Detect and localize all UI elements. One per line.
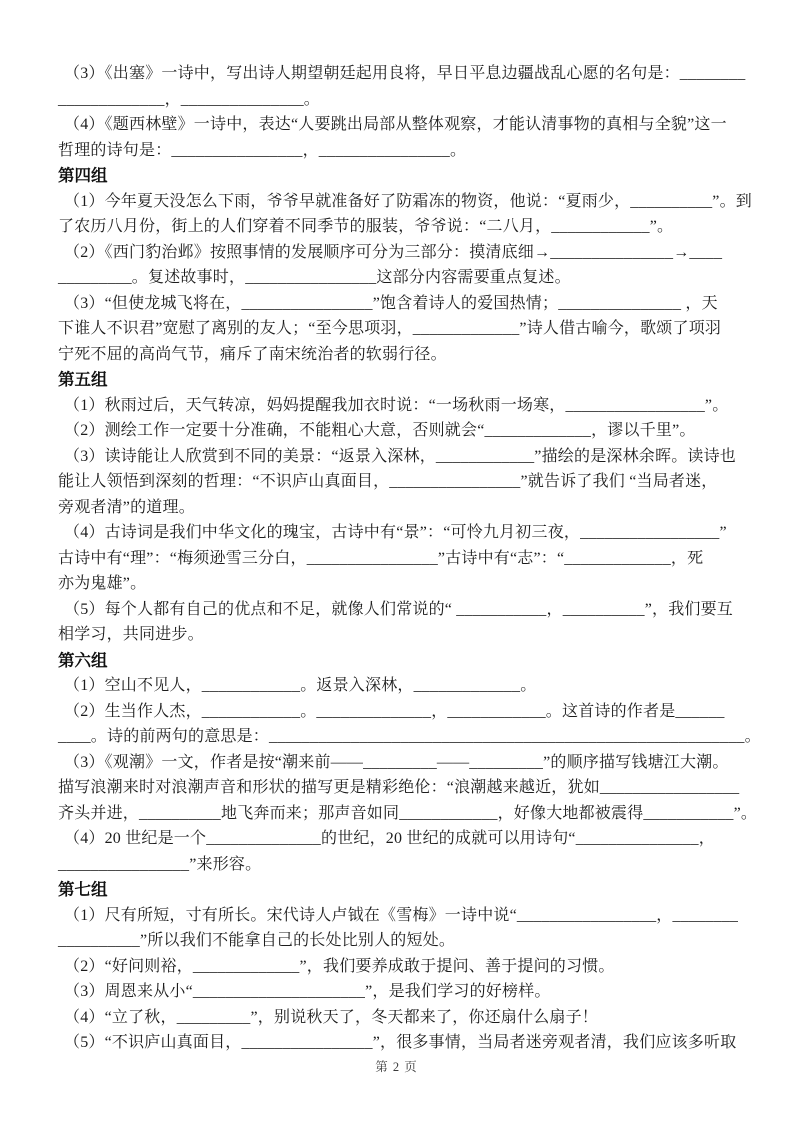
text-line: （2）《西门豹治邺》按照事情的发展顺序可分为三部分：摸清底细→_______________→____ — [64, 243, 723, 261]
text-line: 能让人领悟到深刻的哲理：“不识庐山真面目，________________”就告诉了我们 “当局者迷， — [58, 473, 718, 490]
text-line: 了农历八月份，街上的人们穿着不同季节的服装，爷爷说：“二八月，____________”。 — [58, 218, 674, 235]
text-line: 旁观者清”的道理。 — [58, 498, 195, 516]
text-line: （3）《观潮》一文，作者是按“潮来前——_________——_________”的顺序描写钱塘江大潮。 — [64, 753, 729, 771]
page-number: 第 2 页 — [375, 1060, 418, 1074]
section-heading: 第六组 — [58, 650, 108, 670]
text-line: 相学习，共同进步。 — [58, 626, 204, 643]
text-line: 下谁人不识君”宽慰了离别的友人；“至今思项羽，_____________”诗人借古喻今，歌颂了项羽 — [58, 320, 722, 337]
text-line: 亦为鬼雄”。 — [58, 575, 147, 592]
text-line: （1）今年夏天没怎么下雨，爷爷早就准备好了防霜冻的物资，他说：“夏雨少，__________”。到 — [64, 192, 753, 210]
text-line: 哲理的诗句是：________________，________________。 — [58, 141, 467, 159]
text-line: （1）尺有所短，寸有所长。宋代诗人卢钺在《雪梅》一诗中说“_________________，________ — [64, 906, 739, 924]
text-line: （5）每个人都有自己的优点和不足，就像人们常说的“ ___________，__________”，我们要互 — [64, 600, 734, 618]
text-line: （3）读诗能让人欣赏到不同的美景：“返景入深林，____________”描绘的是深林余晖。读诗也 — [64, 447, 737, 465]
text-line: （3）周恩来从小“_____________________”，是我们学习的好榜样。 — [64, 983, 551, 1000]
text-line: （1）秋雨过后，天气转凉，妈妈提醒我加衣时说：“一场秋雨一场寒，_________________”。 — [64, 396, 729, 414]
text-line: （3）“但使龙城飞将在，________________”饱含着诗人的爱国热情；_______________ ，天 — [64, 294, 718, 312]
text-line: __________”所以我们不能拿自己的长处比别人的短处。 — [58, 932, 456, 949]
text-line: 描写浪潮来时对浪潮声音和形状的描写更是精彩绝伦：“浪潮越来越近，犹如_________________ — [58, 779, 740, 796]
text-line: （4）古诗词是我们中华文化的瑰宝，古诗中有“景”：“可怜九月初三夜，_________________” — [64, 524, 727, 541]
text-line: （4）20 世纪是一个______________的世纪，20 世纪的成就可以用诗句“_______________， — [64, 830, 715, 847]
text-line: （4）《题西林壁》一诗中，表达“人要跳出局部从整体观察，才能认清事物的真相与全貌”这一 — [64, 116, 727, 133]
section-heading: 第七组 — [58, 880, 108, 899]
text-line: _____________，_______________。 — [58, 90, 320, 108]
page-content — [58, 61, 761, 1056]
text-line: （5）“不识庐山真面目，________________”，很多事情，当局者迷旁观者清，我们应该多听取 — [64, 1034, 737, 1051]
text-line: （3）《出塞》一诗中，写出诗人期望朝廷起用良将，早日平息边疆战乱心愿的名句是：________ — [64, 65, 746, 82]
text-line: ________________”来形容。 — [58, 855, 262, 873]
text-line: （1）空山不见人，____________。返景入深林，_____________。 — [64, 677, 537, 694]
text-line: 宁死不屈的高尚气节，痛斥了南宋统治者的软弱行径。 — [58, 345, 447, 363]
text-line: （2）测绘工作一定要十分准确，不能粗心大意，否则就会“_____________，谬以千里”。 — [64, 422, 696, 439]
text-line: （2）“好问则裕，_____________”，我们要养成敢于提问、善于提问的习惯。 — [64, 957, 615, 975]
text-line: _________。复述故事时，________________这部分内容需要重点复述。 — [58, 269, 571, 286]
section-heading: 第五组 — [58, 370, 108, 389]
text-line: 齐头并进，__________地飞奔而来；那声音如同____________，好像大地都被震得___________”。 — [58, 804, 758, 822]
section-heading: 第四组 — [58, 166, 108, 185]
text-line: 古诗中有“理”：“梅须逊雪三分白，________________”古诗中有“志”：“_____________，死 — [58, 549, 704, 567]
text-line: （2）生当作人杰，____________。______________，____________。这首诗的作者是______ — [64, 702, 725, 720]
text-line: （4）“立了秋，_________”，别说秋天了，冬天都来了，你还扇什么扇子！ — [64, 1008, 599, 1026]
text-line: ____。诗的前两句的意思是：__________________________________________________________。 — [58, 728, 761, 745]
